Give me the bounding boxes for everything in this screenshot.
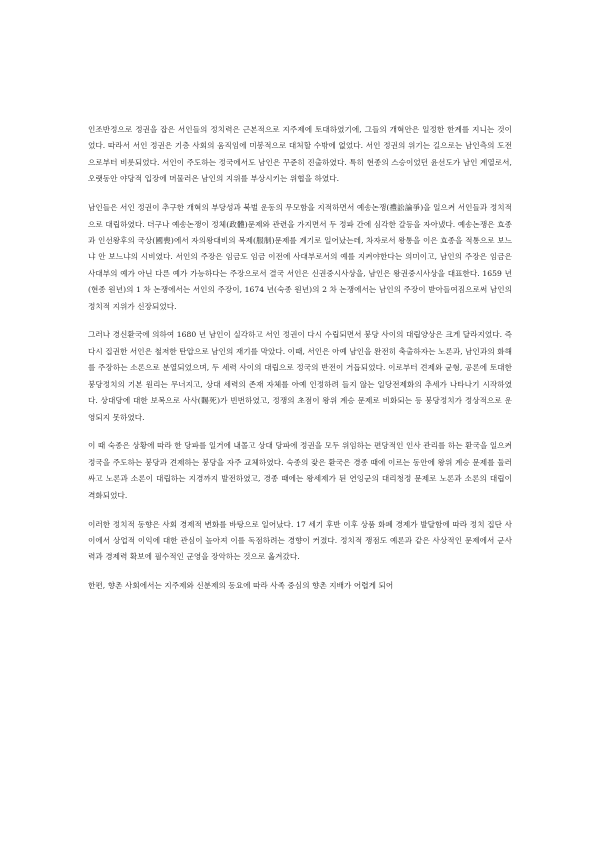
- document-page: [88, 122, 512, 607]
- paragraph-4: 이 때 숙종은 상황에 따라 한 당파를 일거에 내몰고 상대 당파에 정권을 모두 위임하는 편당적인 인사 관리를 하는 환국을 일으켜 정국을 주도하는 붕당과 견제하는 붕당을 자주 교체하였다. 숙종의 잦은 환국은 경종 때에 이르는 동안에 왕위 계승 문제를 둘러싸고 노론과 소론이 대립하는 지경까지 발전하였고, 경종 때에는 왕세제가 된 연잉군의 대리청정 문제로 노론과 소론의 대립이 격화되었다.: [88, 441, 512, 500]
- paragraph-5: 이러한 정치적 동향은 사회 경제적 변화를 바탕으로 일어났다. 17 세기 후반 이후 상품 화폐 경제가 발달함에 따라 정치 집단 사이에서 상업적 이익에 대한 관심이 높아져 이를 독점하려는 경향이 커졌다. 정치적 쟁점도 예론과 같은 사상적인 문제에서 군사력과 경제력 확보에 필수적인 군영을 장악하는 것으로 옮겨갔다.: [88, 519, 512, 562]
- paragraph-2: 남인들은 서인 정권이 추구한 개혁의 부당성과 북벌 운동의 무모함을 지적하면서 예송논쟁(禮訟論爭)을 일으켜 서인들과 정치적으로 대립하였다. 더구나 예송논쟁이 정체(政體)문제와 관련을 가지면서 두 정파 간에 심각한 갈등을 자아냈다. 예송논쟁은 효종과 인선왕후의 국상(國喪)에서 자의왕대비의 복제(服制)문제를 계기로 일어났는데, 차자로서 왕통을 이은 효종을 적통으로 보느냐 안 보느냐의 시비였다. 서인의 주장은 임금도 임금 이전에 사대부로서의 예를 지켜야한다는 의미이고, 남인의 주장은 임금은 사대부의 예가 아닌 다른 예가 가능하다는 주장으로서 결국 서인은 신권중시사상을, 남인은 왕권중시사상을 대표한다. 1659 년(현종 원년)의 1 차 논쟁에서는 서인의 주장이, 1674 년(숙종 원년)의 2 차 논쟁에서는 남인의 주장이 받아들여짐으로써 남인의 정치적 지위가 신장되었다.: [88, 203, 512, 311]
- paragraph-3: 그러나 경신환국에 의하여 1680 년 남인이 실각하고 서인 정권이 다시 수립되면서 붕당 사이의 대립양상은 크게 달라지었다. 즉 다시 집권한 서인은 철저한 탄압으로 남인의 재기를 막았다. 이때, 서인은 아예 남인을 완전히 축출하자는 노론과, 남인과의 화해를 주장하는 소론으로 분열되었으며, 두 세력 사이의 대립으로 정국의 반전이 거듭되었다. 이로부터 견제와 균형, 공론에 토대한 붕당정치의 기본 원리는 무너지고, 상대 세력의 존재 자체를 아예 인정하려 들지 않는 일당전제화의 추세가 나타나기 시작하였다. 상대당에 대한 보복으로 사사(賜死)가 빈번하였고, 정쟁의 초점이 왕위 계승 문제로 비화되는 등 붕당정치가 정상적으로 운영되지 못하였다.: [88, 330, 512, 422]
- paragraph-1: 인조반정으로 정권을 잡은 서인들의 정치력은 근본적으로 지주제에 토대하였기에, 그들의 개혁안은 일정한 한계를 지니는 것이었다. 따라서 서인 정권은 기층 사회의 움직임에 미봉적으로 대처할 수밖에 없었다. 서인 정권의 위기는 길으로는 남인측의 도전으로부터 비롯되었다. 서인이 주도하는 정국에서도 남인은 꾸준히 진출하였다. 특히 현종의 스승이었던 윤선도가 남인 계열로서, 오랫동안 야당적 입장에 머물러온 남인의 지위를 부상시키는 위협을 하였다.: [88, 125, 512, 184]
- paragraph-6: 한편, 향촌 사회에서는 지주제와 신분제의 동요에 따라 사족 중심의 향촌 지배가 어렵게 되어: [88, 581, 394, 591]
